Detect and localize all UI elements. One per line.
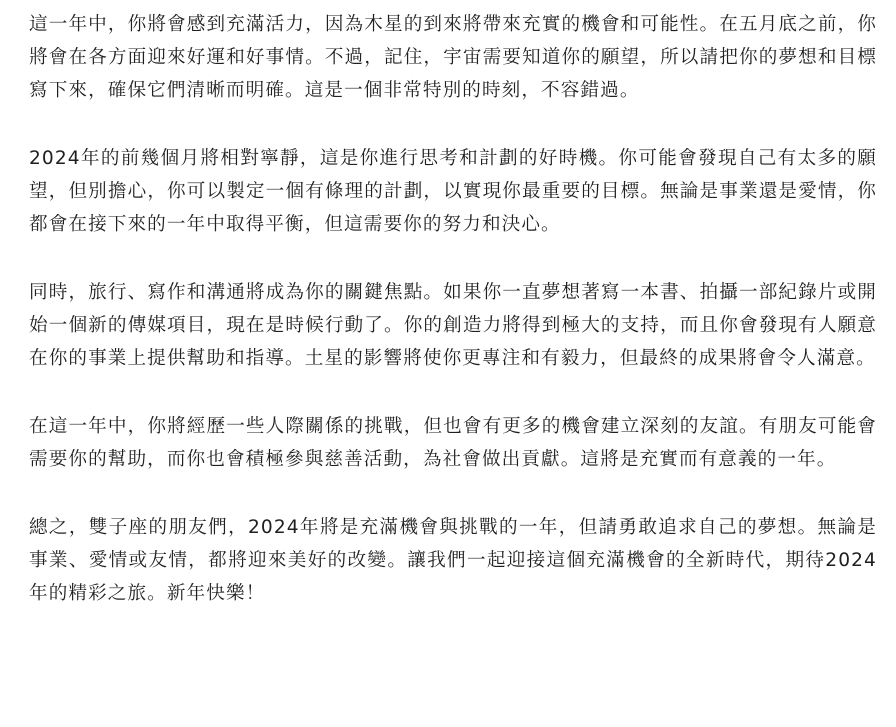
paragraph-2: 2024年的前幾個月將相對寧靜，這是你進行思考和計劃的好時機。你可能會發現自己有太多的願望，但別擔心，你可以製定一個有條理的計劃，以實現你最重要的目標。無論是事業還是愛情，你都會在接下來的一年中取得平衡，但這需要你的努力和決心。 bbox=[29, 148, 877, 235]
paragraph-5: 總之，雙子座的朋友們，2024年將是充滿機會與挑戰的一年，但請勇敢追求自己的夢想。無論是事業、愛情或友情，都將迎來美好的改變。讓我們一起迎接這個充滿機會的全新時代，期待2024年的精彩之旅。新年快樂！ bbox=[29, 517, 877, 604]
paragraph-1: 這一年中，你將會感到充滿活力，因為木星的到來將帶來充實的機會和可能性。在五月底之前，你將會在各方面迎來好運和好事情。不過，記住，宇宙需要知道你的願望，所以請把你的夢想和目標寫下來，確保它們清晰而明確。這是一個非常特別的時刻，不容錯過。 bbox=[29, 14, 877, 101]
paragraph-3: 同時，旅行、寫作和溝通將成為你的關鍵焦點。如果你一直夢想著寫一本書、拍攝一部紀錄片或開始一個新的傳媒項目，現在是時候行動了。你的創造力將得到極大的支持，而且你會發現有人願意在你的事業上提供幫助和指導。土星的影響將使你更專注和有毅力，但最終的成果將會令人滿意。 bbox=[29, 282, 877, 369]
article-body bbox=[29, 8, 877, 645]
paragraph-4: 在這一年中，你將經歷一些人際關係的挑戰，但也會有更多的機會建立深刻的友誼。有朋友可能會需要你的幫助，而你也會積極參與慈善活動，為社會做出貢獻。這將是充實而有意義的一年。 bbox=[29, 416, 877, 470]
